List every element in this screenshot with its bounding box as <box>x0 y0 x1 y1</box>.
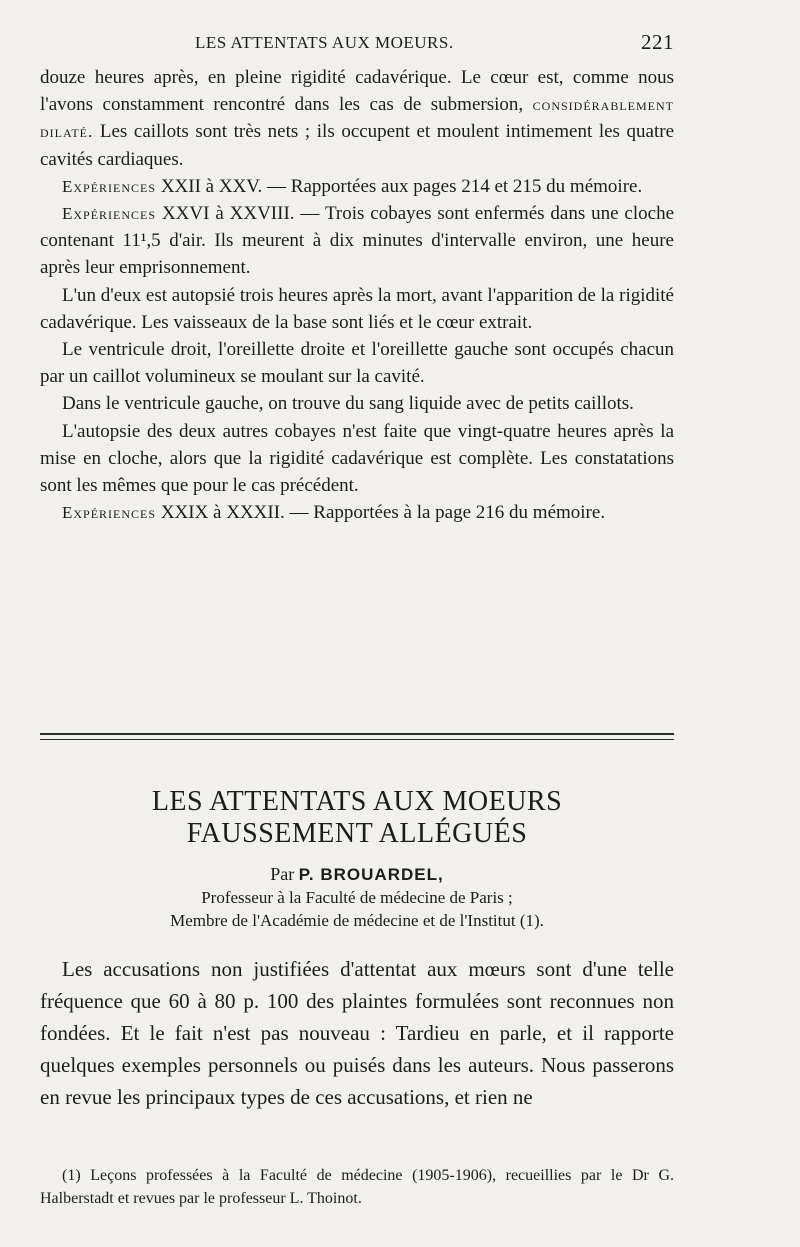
footnote-text: (1) Leçons professées à la Faculté de médecine (1905-1906), recueillies par le Dr G. Halberstadt et revues par le professeur L. Thoinot. <box>40 1167 674 1207</box>
byline-par: Par <box>270 864 295 884</box>
author-affiliation-1: Professeur à la Faculté de médecine de Paris ; <box>201 888 513 907</box>
running-title: LES ATTENTATS AUX MOEURS. <box>195 33 454 52</box>
section-rule-bottom <box>40 739 674 740</box>
intro-paragraph: Les accusations non justifiées d'attentat aux mœurs sont d'une telle fréquence que 60 à 80 p. 100 des plaintes formulées sont reconnues non fondées. Et le fait n'est pas nouveau : Tardieu en parle, et il rapporte quelques exemples personnels ou puisés dans les auteurs. Nous passerons en revue les principaux types de ces accusations, et rien ne <box>40 957 674 1109</box>
paragraph-experiences-26-28: Expériences XXVI à XXVIII. — Trois cobayes sont enfermés dans une cloche contenant 11¹,5 d'air. Ils meurent à dix minutes d'intervalle environ, une heure après leur emprisonnement. <box>40 203 675 279</box>
page-number: 221 <box>641 30 674 54</box>
author-name: P. BROUARDEL, <box>298 865 444 884</box>
previous-article-text <box>40 64 674 526</box>
byline <box>40 864 674 885</box>
paragraph-autres-cobayes: L'autopsie des deux autres cobayes n'est faite que vingt-quatre heures après la mise en cloche, alors que la rigidité cadavérique est complète. Les constatations sont les mêmes que pour le cas précédent. <box>40 420 674 497</box>
paragraph-ventricule-droit: Le ventricule droit, l'oreillette droite et l'oreillette gauche sont occupés chacun par un caillot volumineux se moulant sur la cavité. <box>40 339 674 388</box>
small-caps-emphasis: considérablement dilaté. <box>40 95 674 142</box>
paragraph-experiences-29-32: Expériences XXIX à XXXII. — Rapportées à la page 216 du mémoire. <box>62 502 606 524</box>
experiences-label: Expériences <box>62 204 157 224</box>
author-affiliation-2: Membre de l'Académie de médecine et de l'Institut (1). <box>170 911 544 930</box>
paragraph-ventricule-gauche: Dans le ventricule gauche, on trouve du sang liquide avec de petits caillots. <box>62 393 634 415</box>
experiences-label: Expériences <box>62 176 157 196</box>
paragraph-autopsie: L'un d'eux est autopsié trois heures après la mort, avant l'apparition de la rigidité cadavérique. Les vaisseaux de la base sont liés et le cœur extrait. <box>40 284 674 333</box>
paragraph-rigidite: douze heures après, en pleine rigidité cadavérique. Le cœur est, comme nous l'avons constamment rencontré dans les cas de submersion, considérablement dilaté. Les caillots sont très nets ; ils occupent et moulent intimement les quatre cavités cardiaques. <box>40 67 674 170</box>
experiences-label: Expériences <box>62 503 157 523</box>
paragraph-experiences-22-25: Expériences XXII à XXV. — Rapportées aux pages 214 et 215 du mémoire. <box>62 175 643 197</box>
article-title-line-1: LES ATTENTATS AUX MOEURS <box>151 786 563 817</box>
section-rule-top <box>40 733 674 735</box>
article-title-line-2: FAUSSEMENT ALLÉGUÉS <box>186 818 528 849</box>
article-title <box>40 786 674 850</box>
article-intro <box>40 953 674 1113</box>
footnote <box>40 1164 674 1210</box>
